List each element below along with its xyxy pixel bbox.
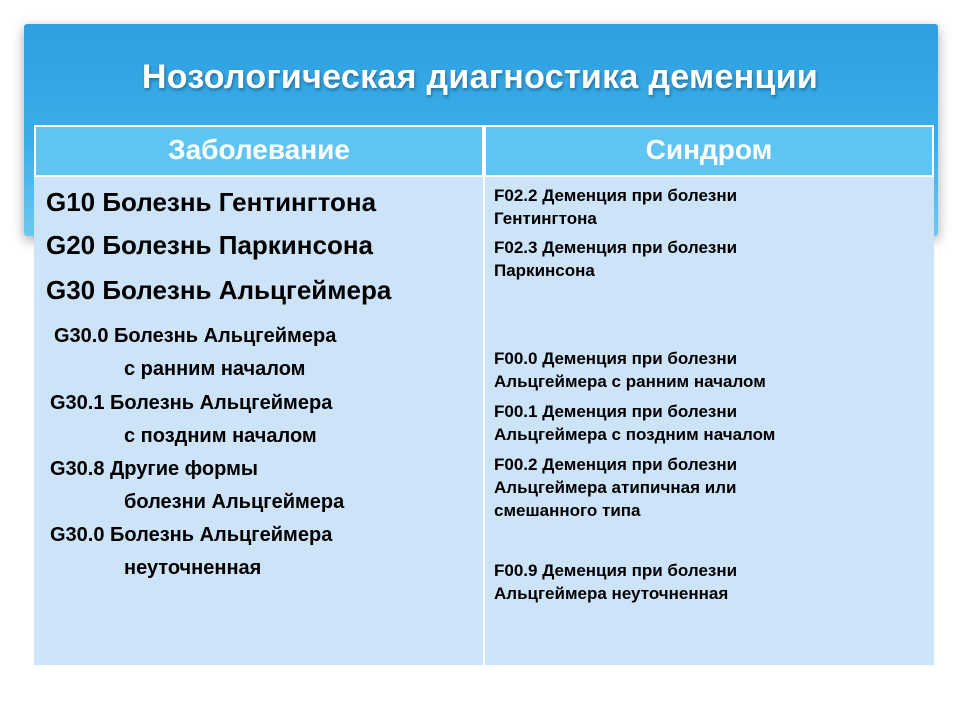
syndrome-item: F02.2 Деменция при болезни Гентингтона — [494, 186, 738, 228]
disease-sub-line2: с ранним началом — [124, 358, 306, 380]
column-header-disease: Заболевание — [34, 125, 484, 177]
disease-sub-line1: G30.1 Болезнь Альцгеймера — [50, 392, 333, 414]
syndrome-item: F00.9 Деменция при болезни Альцгеймера неуточненная — [494, 561, 738, 603]
disease-sub-line2: неуточненная — [124, 557, 262, 579]
diagnosis-table — [34, 125, 934, 665]
syndrome-item: F00.0 Деменция при болезни Альцгеймера с ранним началом — [494, 349, 766, 391]
disease-sub-line2: с поздним началом — [124, 425, 317, 447]
disease-main-item: G20 Болезнь Паркинсона — [46, 230, 373, 260]
syndrome-item: F02.3 Деменция при болезни Паркинсона — [494, 238, 738, 280]
disease-sub-line1: G30.0 Болезнь Альцгеймера — [50, 524, 333, 546]
disease-main-item: G10 Болезнь Гентингтона — [46, 187, 377, 217]
disease-sub-line2: болезни Альцгеймера — [124, 491, 345, 513]
syndrome-item: F00.1 Деменция при болезни Альцгеймера с поздним началом — [494, 402, 776, 444]
syndrome-item: F00.2 Деменция при болезни Альцгеймера атипичная или смешанного типа — [494, 455, 738, 520]
column-divider — [483, 177, 485, 665]
disease-sub-line1: G30.8 Другие формы — [50, 458, 258, 480]
column-header-syndrome: Синдром — [484, 125, 934, 177]
disease-sub-line1: G30.0 Болезнь Альцгеймера — [54, 325, 337, 347]
disease-main-item: G30 Болезнь Альцгеймера — [46, 275, 392, 305]
page-title: Нозологическая диагностика деменции — [141, 58, 819, 96]
